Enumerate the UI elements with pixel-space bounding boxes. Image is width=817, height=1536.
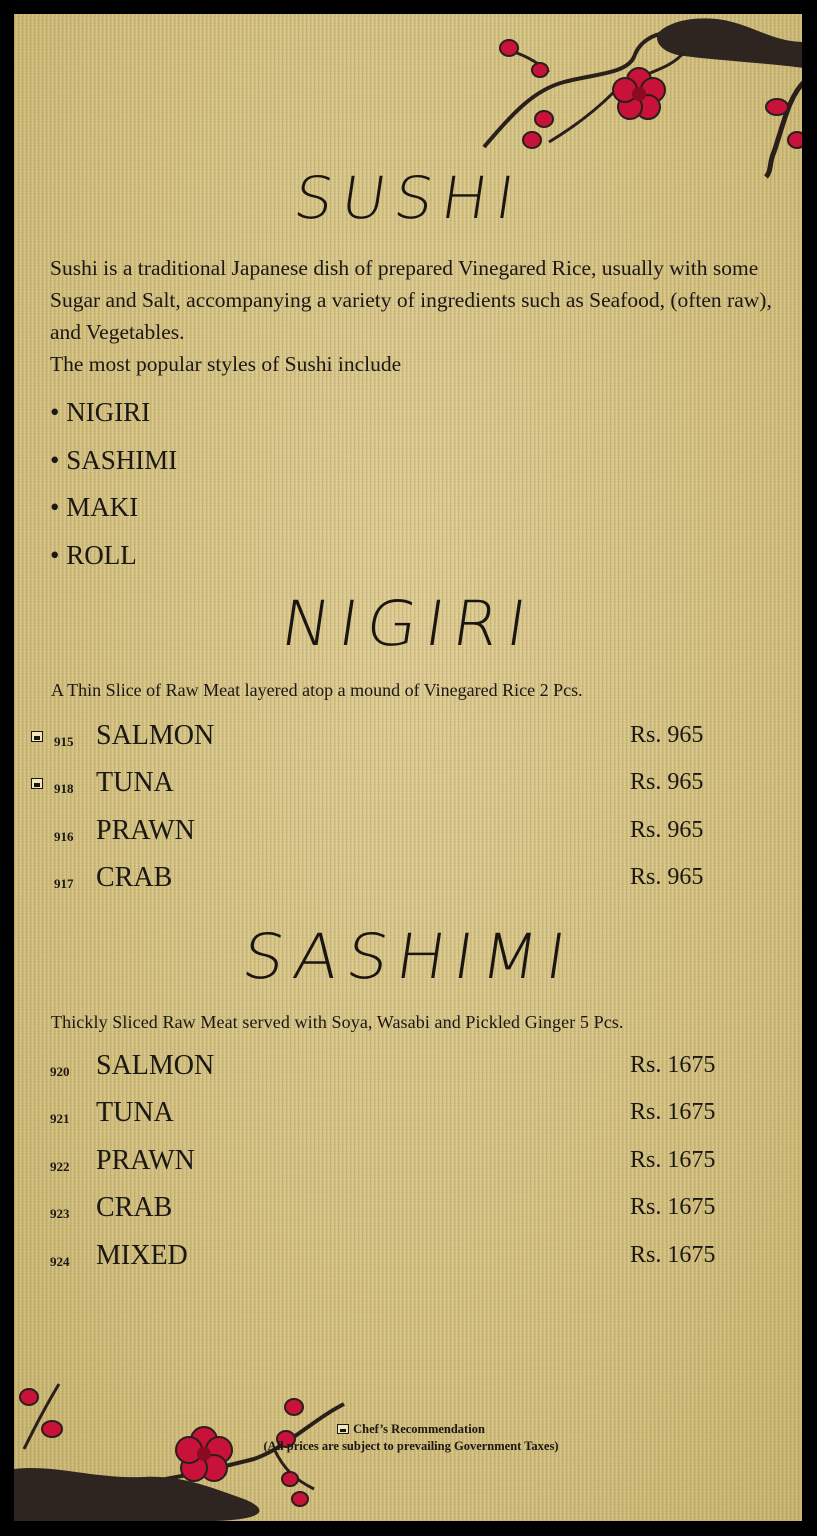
sushi-intro-text: Sushi is a traditional Japanese dish of prepared Vinegared Rice, usually with some Sugar and Salt, accompanying a variety of ingredients such as Seafood, (often raw), and Vegetables. — [50, 256, 772, 344]
item-code: 917 — [54, 876, 74, 891]
item-name: CRAB — [96, 1192, 173, 1223]
item-price: Rs. 965 — [630, 864, 704, 890]
item-price: Rs. 1675 — [630, 1052, 716, 1078]
item-code: 921 — [50, 1111, 70, 1126]
chef-recommendation-icon — [31, 731, 43, 742]
item-name: SALMON — [96, 720, 215, 751]
menu-item-row — [0, 862, 817, 902]
item-name: TUNA — [96, 1097, 174, 1128]
tax-note: (All prices are subject to prevailing Government Taxes) — [263, 1439, 559, 1453]
sashimi-description: Thickly Sliced Raw Meat served with Soya, Wasabi and Pickled Ginger 5 Pcs. — [51, 1012, 624, 1032]
menu-item-row — [0, 1192, 817, 1232]
chef-recommendation-icon — [337, 1424, 349, 1434]
menu-item-row — [0, 767, 817, 807]
sushi-title: SUSHI — [289, 164, 528, 232]
menu-item-row — [0, 1240, 817, 1280]
chef-recommendation-label: Chef’s Recommendation — [353, 1422, 485, 1436]
item-name: PRAWN — [96, 815, 195, 846]
item-price: Rs. 1675 — [630, 1147, 716, 1173]
item-code: 918 — [54, 781, 74, 796]
item-price: Rs. 965 — [630, 722, 704, 748]
menu-item-row — [0, 720, 817, 760]
item-name: PRAWN — [96, 1145, 195, 1176]
menu-item-row — [0, 1097, 817, 1137]
item-price: Rs. 1675 — [630, 1099, 716, 1125]
nigiri-description: A Thin Slice of Raw Meat layered atop a mound of Vinegared Rice 2 Pcs. — [51, 680, 583, 700]
item-code: 920 — [50, 1064, 70, 1079]
item-name: SALMON — [96, 1050, 215, 1081]
nigiri-title: NIGIRI — [276, 587, 541, 660]
menu-item-row — [0, 1050, 817, 1090]
list-item: • ROLL — [50, 537, 177, 585]
sushi-intro-styles-lead: The most popular styles of Sushi include — [50, 352, 402, 376]
item-code: 923 — [50, 1206, 70, 1221]
menu-item-row — [0, 1145, 817, 1185]
sashimi-title: SASHIMI — [237, 920, 580, 993]
item-name: TUNA — [96, 767, 174, 798]
item-price: Rs. 1675 — [630, 1242, 716, 1268]
list-item: • NIGIRI — [50, 394, 177, 442]
item-price: Rs. 1675 — [630, 1194, 716, 1220]
item-code: 915 — [54, 734, 74, 749]
item-name: MIXED — [96, 1240, 188, 1271]
item-price: Rs. 965 — [630, 817, 704, 843]
sushi-styles-list — [50, 394, 177, 584]
menu-item-row — [0, 815, 817, 855]
item-price: Rs. 965 — [630, 769, 704, 795]
chef-recommendation-icon — [31, 778, 43, 789]
item-code: 922 — [50, 1159, 70, 1174]
item-name: CRAB — [96, 862, 173, 893]
item-code: 924 — [50, 1254, 70, 1269]
sushi-intro — [50, 252, 780, 380]
item-code: 916 — [54, 829, 74, 844]
list-item: • SASHIMI — [50, 442, 177, 490]
chef-recommendation-legend — [256, 1422, 566, 1437]
list-item: • MAKI — [50, 489, 177, 537]
